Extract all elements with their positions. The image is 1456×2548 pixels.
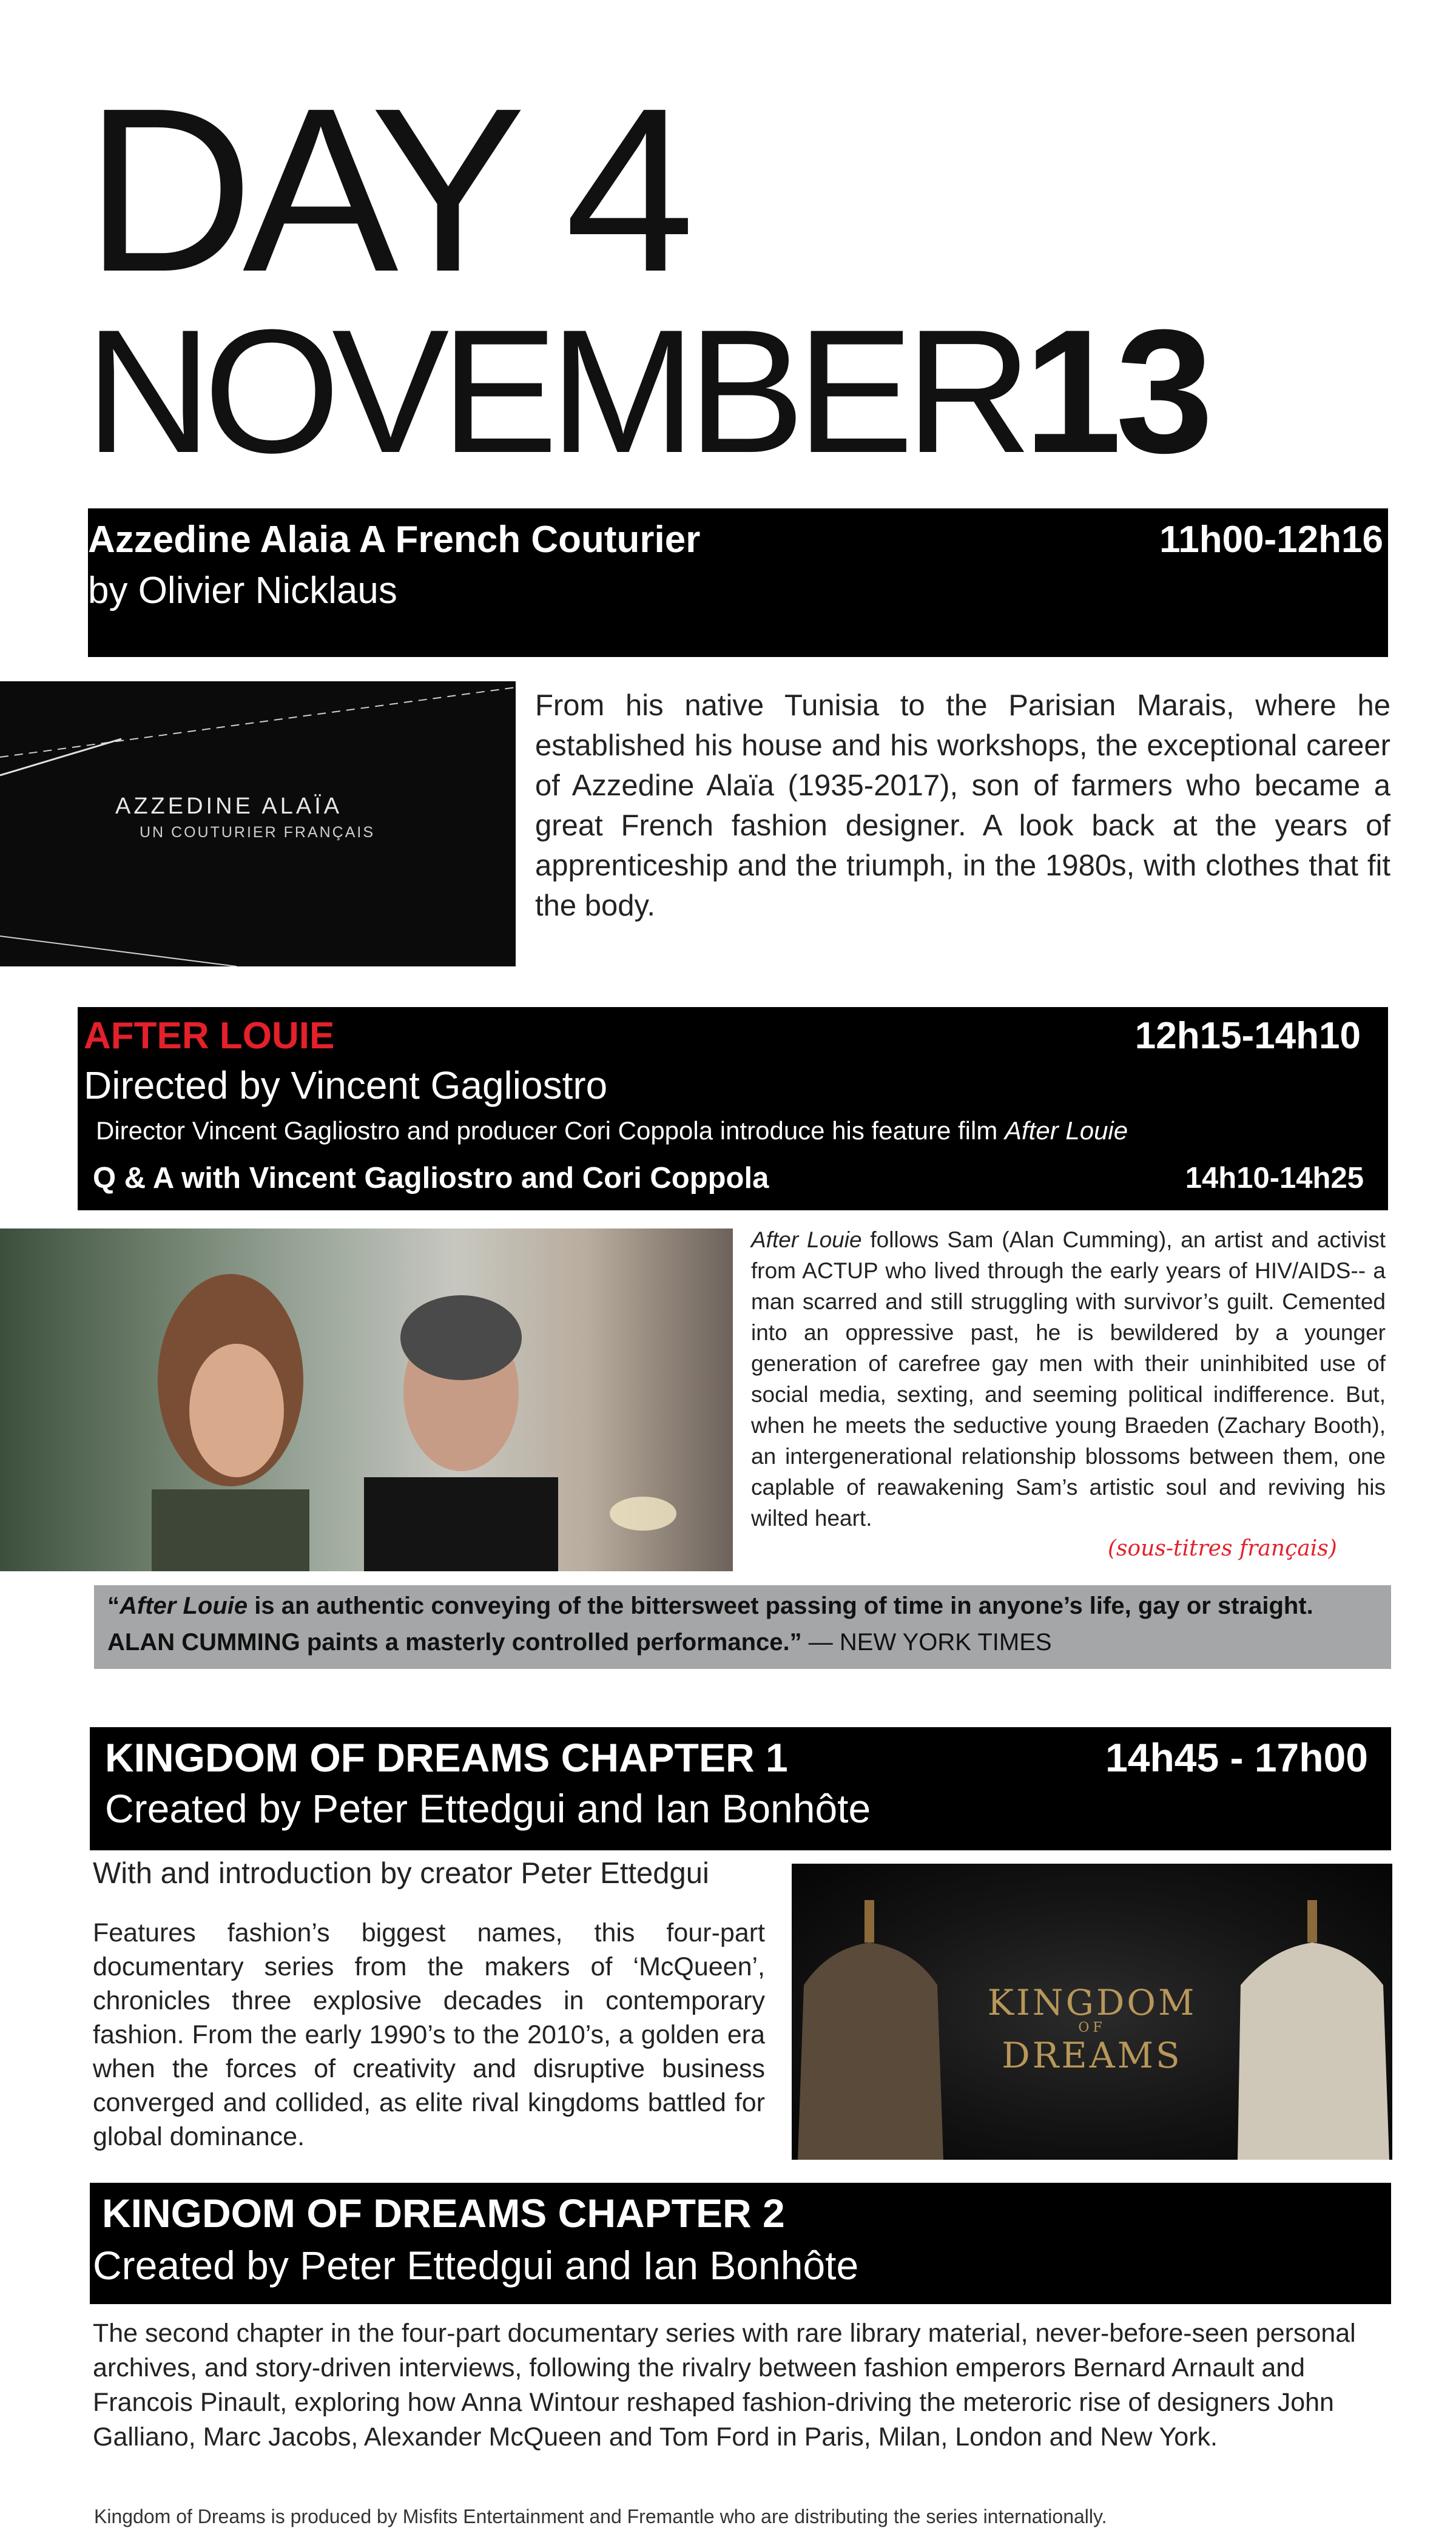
quote-open: “ — [107, 1592, 120, 1619]
event-3-time: 14h45 - 17h00 — [1105, 1735, 1368, 1780]
event-1-director: by Olivier Nicklaus — [88, 570, 397, 612]
event-1-still-image — [0, 681, 516, 966]
event-2-intro — [96, 1116, 1128, 1145]
event-3-header — [90, 1727, 1391, 1850]
event-3-description: Features fashion’s biggest names, this four-part documentary series from the makers of ‘McQueen’, chronicles three explosive decades in contemporary fashion. From the early 1990’s to the 2010’s, a golden era when the forces of creativity and disruptive business converged and collided, as elite rival kingdoms battled for global dominance. — [93, 1918, 765, 2151]
press-quote-line-2 — [107, 1629, 1052, 1656]
press-quote-line-1 — [107, 1592, 1313, 1620]
event-2-intro-film: After Louie — [1004, 1116, 1128, 1145]
event-4-description: The second chapter in the four-part documentary series with rare library material, never-before-seen personal archives, and story-driven interviews, following the rivalry between fashion emperors Bernard Arnault and Francois Pinault, exploring how Anna Wintour reshaped fashion-driving the meteroric rise of designers John Galliano, Marc Jacobs, Alexander McQueen and Tom Ford in Paris, Milan, London and New York. — [93, 2319, 1356, 2452]
event-1-image-subtitle: UN COUTURIER FRANÇAIS — [140, 824, 376, 841]
poster-title-dreams: DREAMS — [1002, 2035, 1182, 2076]
quote-line-2-text: ALAN CUMMING paints a masterly controlled performance.” — [107, 1629, 802, 1656]
event-1-time: 11h00-12h16 — [1159, 519, 1383, 561]
event-2-director: Directed by Vincent Gagliostro — [84, 1063, 608, 1107]
event-2-still-image — [0, 1228, 733, 1571]
event-2-subtitles-note: (sous-titres français) — [1108, 1536, 1337, 1561]
event-3-title: KINGDOM OF DREAMS CHAPTER 1 — [105, 1735, 788, 1780]
page-title-date — [85, 293, 1208, 490]
event-3-intro: With and introduction by creator Peter Ettedgui — [93, 1857, 709, 1890]
month-label: NOVEMBER — [85, 293, 1024, 490]
event-3-creators: Created by Peter Ettedgui and Ian Bonhôte — [105, 1786, 871, 1831]
event-4-creators: Created by Peter Ettedgui and Ian Bonhôte — [93, 2243, 859, 2288]
event-1-header — [88, 508, 1388, 657]
quote-line-1-text: is an authentic conveying of the bittersweet passing of time in anyone’s life, gay or straight. — [248, 1592, 1313, 1619]
footer-note: Kingdom of Dreams is produced by Misfits Entertainment and Fremantle who are distributing the series internationally. — [94, 2506, 1107, 2527]
quote-film: After Louie — [120, 1592, 248, 1619]
event-2-time: 12h15-14h10 — [1134, 1015, 1361, 1057]
event-2-title: AFTER LOUIE — [84, 1015, 335, 1057]
event-2-description-text: follows Sam (Alan Cumming), an artist and activist from ACTUP who lived through the early years of HIV/AIDS-- a man scarred and still struggling with survivor’s guilt. Cemented into an oppressive past, he is bewildered by a younger generation of carefree gay men with their uninhibited use of social media, sexting, and seeming political indifference. But, when he meets the seductive young Braeden (Zachary Booth), an intergenerational relationship blossoms between them, one caplable of reawakening Sam’s artistic soul and reviving his wilted heart. — [751, 1227, 1386, 1531]
event-1-title: Azzedine Alaia A French Couturier — [88, 519, 701, 561]
event-2-description-film: After Louie — [751, 1227, 862, 1252]
page-title-day: DAY 4 — [85, 59, 684, 320]
event-3-poster-image — [792, 1864, 1392, 2160]
film-still-figures — [0, 1228, 733, 1571]
event-1-description: From his native Tunisia to the Parisian Marais, where he established his house and his workshops, the exceptional career of Azzedine Alaïa (1935-2017), son of farmers who became a great French fashion designer. A look back at the years of apprenticeship and the triumph, in the 1980s, with clothes that fit the body. — [535, 689, 1390, 922]
event-2-header — [78, 1007, 1388, 1210]
date-number: 13 — [1023, 293, 1208, 490]
quote-source: — NEW YORK TIMES — [801, 1629, 1052, 1656]
event-2-qa-time: 14h10-14h25 — [1185, 1162, 1364, 1195]
event-2-qa: Q & A with Vincent Gagliostro and Cori Coppola — [93, 1162, 769, 1195]
event-1-image-title: AZZEDINE ALAÏA — [115, 794, 343, 819]
event-4-header — [90, 2183, 1391, 2304]
event-2-press-quote — [94, 1585, 1391, 1669]
event-4-title: KINGDOM OF DREAMS CHAPTER 2 — [102, 2191, 785, 2236]
event-2-intro-text: Director Vincent Gagliostro and producer Cori Coppola introduce his feature film — [96, 1116, 1005, 1145]
event-2-description — [751, 1224, 1386, 1534]
poster-title-kingdom: KINGDOM — [987, 1982, 1197, 2023]
poster-title-of: OF — [1078, 2020, 1106, 2035]
